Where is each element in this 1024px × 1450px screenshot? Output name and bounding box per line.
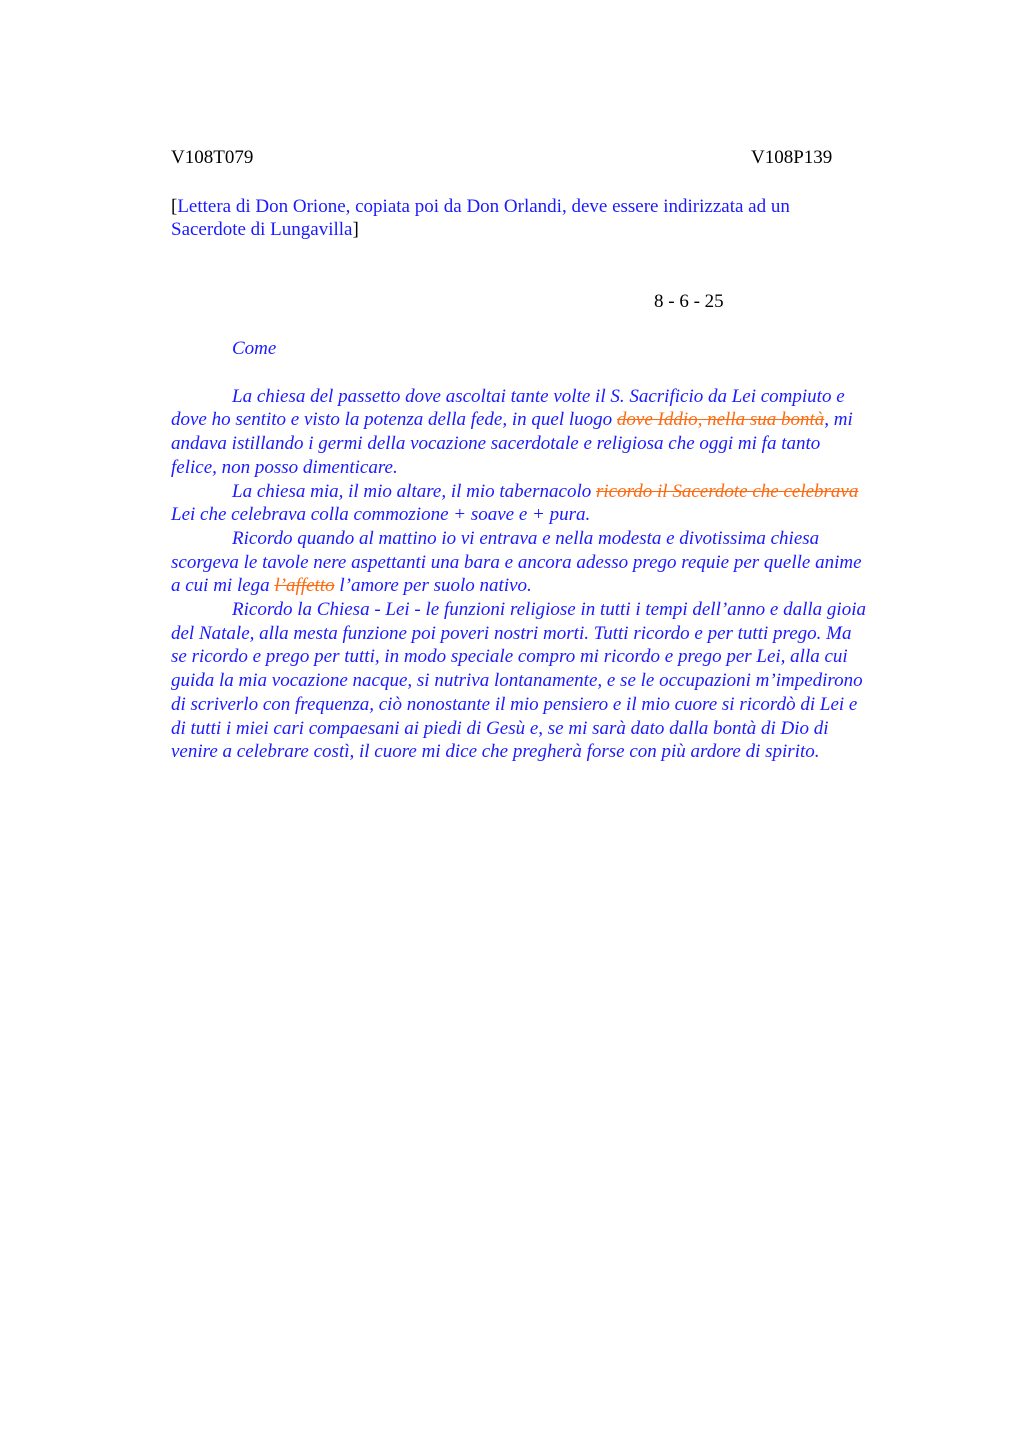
- p4-line4: guida la mia vocazione nacque, si nutriva lontanamente, e se le occupazioni m’impedirono: [171, 670, 863, 692]
- letter-body: [171, 337, 931, 764]
- p3-line1: Ricordo quando al mattino io vi entrava e nella modesta e divotissima chiesa: [232, 527, 820, 549]
- p4-line3: se ricordo e prego per tutti, in modo speciale compro mi ricordo e prego per Lei, alla cui: [171, 646, 848, 668]
- p3-deleted-text: l’affetto: [274, 575, 335, 597]
- document-code-right: V108P139: [751, 147, 833, 168]
- letter-paragraph-4: [171, 598, 931, 764]
- p1-line4: felice, non posso dimenticare.: [171, 456, 398, 478]
- p3-line3b: l’amore per suolo nativo.: [334, 575, 532, 597]
- document-code-left: V108T079: [171, 147, 254, 168]
- note-close-bracket: ]: [352, 219, 359, 240]
- p1-line2a: dove ho sentito e visto la potenza della fede, in quel luogo: [171, 409, 617, 431]
- editorial-note: [171, 195, 871, 241]
- letter-paragraph-1: [171, 385, 931, 480]
- p1-line1: La chiesa del passetto dove ascoltai tante volte il S. Sacrificio da Lei compiuto e: [232, 385, 845, 407]
- letter-greeting: Come: [232, 338, 277, 359]
- p3-line3a: a cui mi lega: [171, 575, 275, 597]
- note-text-line1: Lettera di Don Orione, copiata poi da Don Orlandi, deve essere indirizzata ad un: [177, 196, 790, 217]
- p1-line2b: , mi: [824, 409, 853, 431]
- p3-line2: scorgeva le tavole nere aspettanti una bara e ancora adesso prego requie per quelle anime: [171, 551, 862, 573]
- p4-line6: di tutti i miei cari compaesani ai piedi di Gesù e, se mi sarà dato dalla bontà di Dio di: [171, 717, 829, 739]
- p2-line2: Lei che celebrava colla commozione + soave e + pura.: [171, 504, 591, 526]
- p4-line5: di scriverlo con frequenza, ciò nonostante il mio pensiero e il mio cuore si ricordò di Lei e: [171, 693, 858, 715]
- note-open-bracket: [: [171, 196, 178, 217]
- p4-line2: del Natale, alla mesta funzione poi poveri nostri morti. Tutti ricordo e per tutti prego. Ma: [171, 622, 852, 644]
- p4-line7: venire a celebrare costì, il cuore mi dice che pregherà forse con più ardore di spirito.: [171, 741, 820, 763]
- note-text-line2: Sacerdote di Lungavilla: [171, 219, 353, 240]
- p1-deleted-text: dove Iddio, nella sua bontà: [616, 409, 825, 431]
- p1-line3: andava istillando i germi della vocazione sacerdotale e religiosa che oggi mi fa tanto: [171, 433, 821, 455]
- p2-line1a: La chiesa mia, il mio altare, il mio tabernacolo: [232, 480, 596, 502]
- p4-line1: Ricordo la Chiesa - Lei - le funzioni religiose in tutti i tempi dell’anno e dalla gioia: [232, 599, 866, 621]
- letter-paragraph-3: [171, 527, 931, 598]
- letter-date: 8 - 6 - 25: [654, 291, 724, 312]
- letter-paragraph-2: [171, 480, 931, 527]
- p2-deleted-text: ricordo il Sacerdote che celebrava: [595, 480, 859, 502]
